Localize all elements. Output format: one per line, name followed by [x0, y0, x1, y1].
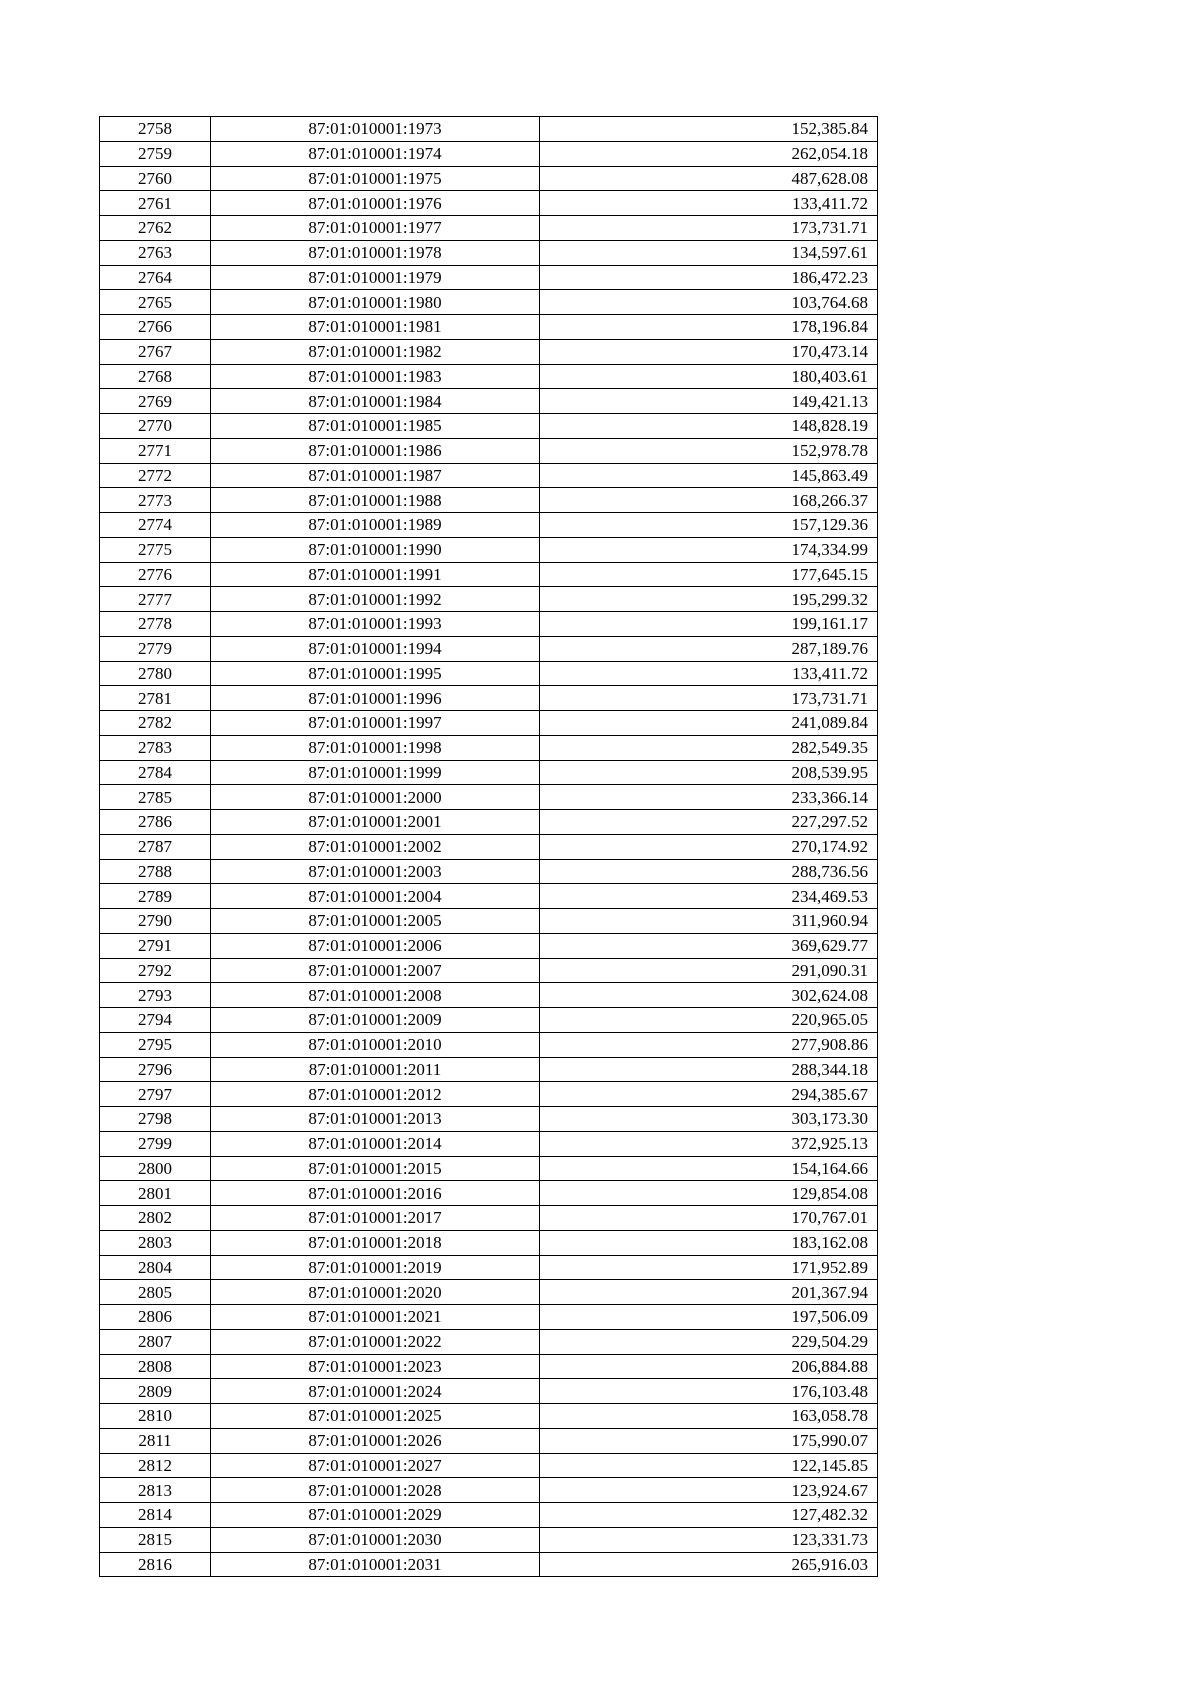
row-number-cell: 2767: [100, 339, 211, 364]
row-number-cell: 2764: [100, 265, 211, 290]
cadastral-number-cell: 87:01:010001:1994: [211, 636, 540, 661]
value-cell: 369,629.77: [540, 933, 878, 958]
table-row: [100, 1057, 878, 1082]
cadastral-number-cell: 87:01:010001:2021: [211, 1305, 540, 1330]
row-number-cell: 2787: [100, 834, 211, 859]
cadastral-number-cell: 87:01:010001:2000: [211, 785, 540, 810]
row-number-cell: 2759: [100, 141, 211, 166]
table-row: [100, 983, 878, 1008]
table-row: [100, 339, 878, 364]
cadastral-number-cell: 87:01:010001:2010: [211, 1032, 540, 1057]
value-cell: 201,367.94: [540, 1280, 878, 1305]
row-number-cell: 2809: [100, 1379, 211, 1404]
value-cell: 197,506.09: [540, 1305, 878, 1330]
cadastral-number-cell: 87:01:010001:2020: [211, 1280, 540, 1305]
table-row: [100, 1354, 878, 1379]
value-cell: 265,916.03: [540, 1552, 878, 1577]
value-cell: 199,161.17: [540, 612, 878, 637]
table-row: [100, 1404, 878, 1429]
cadastral-number-cell: 87:01:010001:2027: [211, 1453, 540, 1478]
row-number-cell: 2792: [100, 958, 211, 983]
table-row: [100, 711, 878, 736]
table-row: [100, 1503, 878, 1528]
table-row: [100, 141, 878, 166]
row-number-cell: 2765: [100, 290, 211, 315]
row-number-cell: 2775: [100, 537, 211, 562]
table-row: [100, 859, 878, 884]
row-number-cell: 2760: [100, 166, 211, 191]
cadastral-number-cell: 87:01:010001:2026: [211, 1428, 540, 1453]
cadastral-number-cell: 87:01:010001:2022: [211, 1329, 540, 1354]
value-cell: 294,385.67: [540, 1082, 878, 1107]
cadastral-number-cell: 87:01:010001:1986: [211, 438, 540, 463]
value-cell: 288,344.18: [540, 1057, 878, 1082]
value-cell: 175,990.07: [540, 1428, 878, 1453]
table-row: [100, 364, 878, 389]
table-row: [100, 1552, 878, 1577]
value-cell: 174,334.99: [540, 537, 878, 562]
value-cell: 291,090.31: [540, 958, 878, 983]
cadastral-number-cell: 87:01:010001:1980: [211, 290, 540, 315]
cadastral-number-cell: 87:01:010001:1990: [211, 537, 540, 562]
value-cell: 154,164.66: [540, 1156, 878, 1181]
row-number-cell: 2794: [100, 1008, 211, 1033]
cadastral-number-cell: 87:01:010001:2011: [211, 1057, 540, 1082]
row-number-cell: 2772: [100, 463, 211, 488]
table-row: [100, 488, 878, 513]
cadastral-number-cell: 87:01:010001:1984: [211, 389, 540, 414]
table-row: [100, 438, 878, 463]
value-cell: 287,189.76: [540, 636, 878, 661]
cadastral-number-cell: 87:01:010001:1973: [211, 117, 540, 142]
row-number-cell: 2770: [100, 414, 211, 439]
row-number-cell: 2793: [100, 983, 211, 1008]
value-cell: 134,597.61: [540, 240, 878, 265]
value-cell: 208,539.95: [540, 760, 878, 785]
table-row: [100, 909, 878, 934]
value-cell: 195,299.32: [540, 587, 878, 612]
table-row: [100, 587, 878, 612]
cadastral-number-cell: 87:01:010001:2029: [211, 1503, 540, 1528]
cadastral-number-cell: 87:01:010001:2023: [211, 1354, 540, 1379]
table-row: [100, 389, 878, 414]
table-row: [100, 1379, 878, 1404]
value-cell: 133,411.72: [540, 191, 878, 216]
table-row: [100, 1305, 878, 1330]
table-row: [100, 661, 878, 686]
table-row: [100, 933, 878, 958]
cadastral-number-cell: 87:01:010001:2018: [211, 1230, 540, 1255]
row-number-cell: 2802: [100, 1206, 211, 1231]
cadastral-number-cell: 87:01:010001:1992: [211, 587, 540, 612]
table-row: [100, 562, 878, 587]
table-row: [100, 117, 878, 142]
cadastral-number-cell: 87:01:010001:2008: [211, 983, 540, 1008]
table-row: [100, 1280, 878, 1305]
row-number-cell: 2808: [100, 1354, 211, 1379]
value-cell: 262,054.18: [540, 141, 878, 166]
cadastral-number-cell: 87:01:010001:1989: [211, 513, 540, 538]
cadastral-number-cell: 87:01:010001:2028: [211, 1478, 540, 1503]
cadastral-number-cell: 87:01:010001:1988: [211, 488, 540, 513]
table-row: [100, 1329, 878, 1354]
row-number-cell: 2777: [100, 587, 211, 612]
table-row: [100, 537, 878, 562]
value-cell: 241,089.84: [540, 711, 878, 736]
value-cell: 372,925.13: [540, 1131, 878, 1156]
row-number-cell: 2798: [100, 1107, 211, 1132]
table-row: [100, 686, 878, 711]
table-row: [100, 240, 878, 265]
table-row: [100, 265, 878, 290]
cadastral-number-cell: 87:01:010001:2019: [211, 1255, 540, 1280]
value-cell: 123,924.67: [540, 1478, 878, 1503]
table-row: [100, 315, 878, 340]
row-number-cell: 2815: [100, 1527, 211, 1552]
table-row: [100, 958, 878, 983]
value-cell: 148,828.19: [540, 414, 878, 439]
table-row: [100, 810, 878, 835]
cadastral-number-cell: 87:01:010001:1999: [211, 760, 540, 785]
cadastral-number-cell: 87:01:010001:1985: [211, 414, 540, 439]
table-row: [100, 166, 878, 191]
row-number-cell: 2784: [100, 760, 211, 785]
table-row: [100, 1428, 878, 1453]
cadastral-number-cell: 87:01:010001:1976: [211, 191, 540, 216]
table-row: [100, 760, 878, 785]
row-number-cell: 2768: [100, 364, 211, 389]
row-number-cell: 2776: [100, 562, 211, 587]
table-row: [100, 1181, 878, 1206]
value-cell: 177,645.15: [540, 562, 878, 587]
value-cell: 171,952.89: [540, 1255, 878, 1280]
table-row: [100, 1156, 878, 1181]
cadastral-number-cell: 87:01:010001:2003: [211, 859, 540, 884]
table-row: [100, 1206, 878, 1231]
value-cell: 234,469.53: [540, 884, 878, 909]
value-cell: 157,129.36: [540, 513, 878, 538]
row-number-cell: 2799: [100, 1131, 211, 1156]
table-row: [100, 1107, 878, 1132]
cadastral-number-cell: 87:01:010001:1991: [211, 562, 540, 587]
value-cell: 206,884.88: [540, 1354, 878, 1379]
row-number-cell: 2812: [100, 1453, 211, 1478]
cadastral-number-cell: 87:01:010001:2016: [211, 1181, 540, 1206]
cadastral-value-table: [99, 116, 878, 1577]
table-row: [100, 1008, 878, 1033]
cadastral-number-cell: 87:01:010001:1987: [211, 463, 540, 488]
value-cell: 170,473.14: [540, 339, 878, 364]
value-cell: 183,162.08: [540, 1230, 878, 1255]
table-row: [100, 1453, 878, 1478]
value-cell: 311,960.94: [540, 909, 878, 934]
value-cell: 220,965.05: [540, 1008, 878, 1033]
row-number-cell: 2785: [100, 785, 211, 810]
table-row: [100, 414, 878, 439]
table-row: [100, 216, 878, 241]
cadastral-number-cell: 87:01:010001:1975: [211, 166, 540, 191]
cadastral-number-cell: 87:01:010001:2007: [211, 958, 540, 983]
cadastral-number-cell: 87:01:010001:1981: [211, 315, 540, 340]
row-number-cell: 2758: [100, 117, 211, 142]
value-cell: 123,331.73: [540, 1527, 878, 1552]
cadastral-number-cell: 87:01:010001:2017: [211, 1206, 540, 1231]
row-number-cell: 2783: [100, 735, 211, 760]
cadastral-number-cell: 87:01:010001:2009: [211, 1008, 540, 1033]
value-cell: 487,628.08: [540, 166, 878, 191]
value-cell: 170,767.01: [540, 1206, 878, 1231]
value-cell: 163,058.78: [540, 1404, 878, 1429]
value-cell: 270,174.92: [540, 834, 878, 859]
row-number-cell: 2790: [100, 909, 211, 934]
cadastral-number-cell: 87:01:010001:1997: [211, 711, 540, 736]
row-number-cell: 2774: [100, 513, 211, 538]
row-number-cell: 2791: [100, 933, 211, 958]
cadastral-number-cell: 87:01:010001:1982: [211, 339, 540, 364]
row-number-cell: 2803: [100, 1230, 211, 1255]
value-cell: 303,173.30: [540, 1107, 878, 1132]
table-row: [100, 636, 878, 661]
table-row: [100, 834, 878, 859]
value-cell: 173,731.71: [540, 216, 878, 241]
row-number-cell: 2795: [100, 1032, 211, 1057]
cadastral-number-cell: 87:01:010001:1979: [211, 265, 540, 290]
row-number-cell: 2801: [100, 1181, 211, 1206]
cadastral-number-cell: 87:01:010001:2012: [211, 1082, 540, 1107]
value-cell: 227,297.52: [540, 810, 878, 835]
value-cell: 127,482.32: [540, 1503, 878, 1528]
value-cell: 277,908.86: [540, 1032, 878, 1057]
value-cell: 282,549.35: [540, 735, 878, 760]
table-row: [100, 1230, 878, 1255]
value-cell: 152,978.78: [540, 438, 878, 463]
row-number-cell: 2773: [100, 488, 211, 513]
row-number-cell: 2788: [100, 859, 211, 884]
cadastral-number-cell: 87:01:010001:1978: [211, 240, 540, 265]
row-number-cell: 2814: [100, 1503, 211, 1528]
table-row: [100, 513, 878, 538]
cadastral-number-cell: 87:01:010001:2014: [211, 1131, 540, 1156]
row-number-cell: 2797: [100, 1082, 211, 1107]
cadastral-number-cell: 87:01:010001:2006: [211, 933, 540, 958]
cadastral-number-cell: 87:01:010001:2031: [211, 1552, 540, 1577]
cadastral-number-cell: 87:01:010001:2005: [211, 909, 540, 934]
value-cell: 173,731.71: [540, 686, 878, 711]
row-number-cell: 2766: [100, 315, 211, 340]
value-cell: 288,736.56: [540, 859, 878, 884]
cadastral-number-cell: 87:01:010001:2001: [211, 810, 540, 835]
row-number-cell: 2780: [100, 661, 211, 686]
value-cell: 229,504.29: [540, 1329, 878, 1354]
row-number-cell: 2762: [100, 216, 211, 241]
row-number-cell: 2769: [100, 389, 211, 414]
cadastral-number-cell: 87:01:010001:1996: [211, 686, 540, 711]
cadastral-number-cell: 87:01:010001:2002: [211, 834, 540, 859]
row-number-cell: 2796: [100, 1057, 211, 1082]
value-cell: 152,385.84: [540, 117, 878, 142]
row-number-cell: 2810: [100, 1404, 211, 1429]
row-number-cell: 2778: [100, 612, 211, 637]
cadastral-number-cell: 87:01:010001:1998: [211, 735, 540, 760]
table-row: [100, 191, 878, 216]
row-number-cell: 2771: [100, 438, 211, 463]
value-cell: 168,266.37: [540, 488, 878, 513]
row-number-cell: 2806: [100, 1305, 211, 1330]
row-number-cell: 2805: [100, 1280, 211, 1305]
value-cell: 178,196.84: [540, 315, 878, 340]
cadastral-number-cell: 87:01:010001:1993: [211, 612, 540, 637]
table-row: [100, 735, 878, 760]
value-cell: 186,472.23: [540, 265, 878, 290]
value-cell: 103,764.68: [540, 290, 878, 315]
table-row: [100, 463, 878, 488]
table-row: [100, 1082, 878, 1107]
table-row: [100, 1131, 878, 1156]
cadastral-number-cell: 87:01:010001:2013: [211, 1107, 540, 1132]
cadastral-number-cell: 87:01:010001:2015: [211, 1156, 540, 1181]
row-number-cell: 2786: [100, 810, 211, 835]
row-number-cell: 2782: [100, 711, 211, 736]
row-number-cell: 2807: [100, 1329, 211, 1354]
value-cell: 129,854.08: [540, 1181, 878, 1206]
cadastral-number-cell: 87:01:010001:2025: [211, 1404, 540, 1429]
cadastral-number-cell: 87:01:010001:2024: [211, 1379, 540, 1404]
table-body: [100, 117, 878, 1577]
cadastral-number-cell: 87:01:010001:1974: [211, 141, 540, 166]
value-cell: 145,863.49: [540, 463, 878, 488]
value-cell: 176,103.48: [540, 1379, 878, 1404]
value-cell: 133,411.72: [540, 661, 878, 686]
table-row: [100, 1032, 878, 1057]
row-number-cell: 2800: [100, 1156, 211, 1181]
table-row: [100, 612, 878, 637]
row-number-cell: 2813: [100, 1478, 211, 1503]
row-number-cell: 2816: [100, 1552, 211, 1577]
table-row: [100, 290, 878, 315]
value-cell: 180,403.61: [540, 364, 878, 389]
row-number-cell: 2763: [100, 240, 211, 265]
cadastral-number-cell: 87:01:010001:1977: [211, 216, 540, 241]
table-row: [100, 785, 878, 810]
table-row: [100, 1255, 878, 1280]
value-cell: 233,366.14: [540, 785, 878, 810]
cadastral-number-cell: 87:01:010001:2004: [211, 884, 540, 909]
row-number-cell: 2804: [100, 1255, 211, 1280]
value-cell: 302,624.08: [540, 983, 878, 1008]
row-number-cell: 2761: [100, 191, 211, 216]
cadastral-number-cell: 87:01:010001:1995: [211, 661, 540, 686]
value-cell: 122,145.85: [540, 1453, 878, 1478]
table-row: [100, 884, 878, 909]
row-number-cell: 2789: [100, 884, 211, 909]
cadastral-number-cell: 87:01:010001:1983: [211, 364, 540, 389]
table-row: [100, 1527, 878, 1552]
row-number-cell: 2811: [100, 1428, 211, 1453]
table-row: [100, 1478, 878, 1503]
cadastral-number-cell: 87:01:010001:2030: [211, 1527, 540, 1552]
value-cell: 149,421.13: [540, 389, 878, 414]
row-number-cell: 2779: [100, 636, 211, 661]
row-number-cell: 2781: [100, 686, 211, 711]
